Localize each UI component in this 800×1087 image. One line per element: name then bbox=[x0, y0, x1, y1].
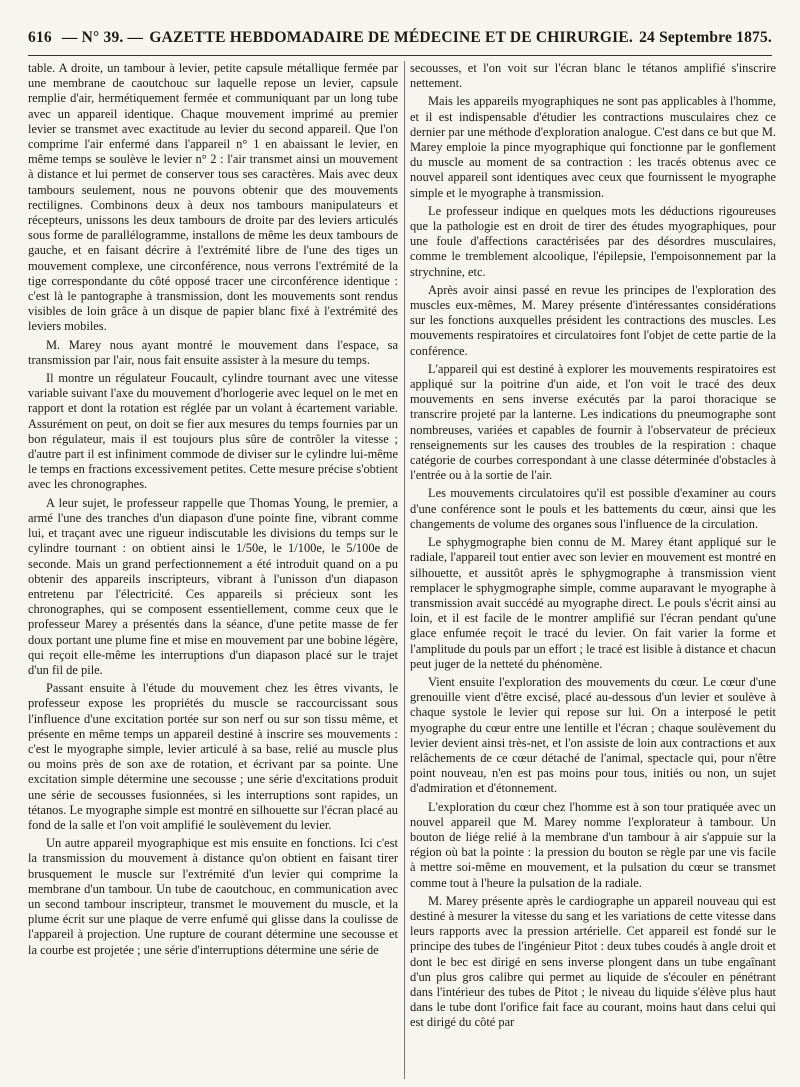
issue-number: — N° 39. — bbox=[61, 29, 144, 46]
page-number: 616 bbox=[28, 29, 52, 46]
paragraph: Il montre un régulateur Foucault, cylindre tournant avec une vitesse variable suivant l'axe du mouvement d'horlogerie avec lequel on le met en rapport et dont la rotation est réglée par un volant à écartement variable. Assurément on peut, on doit se fier aux mesures du temps fournies par un bon régulateur, mais il est toujours plus sûre de contrôler la vitesse ; d'autre part il est infiniment commode de diviser sur le cylindre lui-même le temps en fractions excessivement petites. Cette mesure précise s'obtient avec les chronographes. bbox=[28, 371, 398, 492]
paragraph: M. Marey nous ayant montré le mouvement dans l'espace, sa transmission par l'air, nous fait ensuite assister à la mesure du temps. bbox=[28, 337, 398, 367]
left-column bbox=[28, 61, 398, 1079]
paragraph: L'appareil qui est destiné à explorer les mouvements respiratoires est appliqué sur la poitrine d'un aide, et l'on voit le tracé des deux mouvements en sens inverse exécutés par la paroi thoracique se transcrire projeté par la lanterne. Les indications du pneumographe sont nombreuses, variées et capables de fournir à l'observateur de précieux renseignements sur les causes des troubles de la respiration : chaque catégorie de courbes correspondant à une classe déterminée d'obstacles à l'entrée ou à la sortie de l'air. bbox=[410, 361, 776, 483]
column-divider bbox=[404, 61, 405, 1079]
paragraph: Le professeur indique en quelques mots les déductions rigoureuses que la pathologie est en droit de tirer des études myographiques, pour une foule d'affections caractérisées par des désordres musculaires, comme le tremblement alcoolique, l'épilepsie, l'empoisonnement par la strychnine, etc. bbox=[410, 203, 776, 279]
journal-title: GAZETTE HEBDOMADAIRE DE MÉDECINE ET DE CHIRURGIE. bbox=[149, 29, 633, 46]
paragraph: A leur sujet, le professeur rappelle que Thomas Young, le premier, a armé l'une des tranches d'un diapason d'une pointe fine, vibrant comme lui, et traçant avec une rigueur indiscutable les divisions du temps sur le cylindre tournant : on obtient ainsi le 1/50e, le 1/100e, le 5/100e de seconde. Mais un grand perfectionnement a été introduit quand on a pu obtenir des appareils inscripteurs, vibrant à l'unisson d'un diapason entretenu par l'électricité. Ces appareils si précieux sont les chronographes, qui se composent essentiellement, comme ceux que le professeur Marey a présentés dans la séance, d'une petite masse de fer doux portant une plume fine et mise en mouvement par une bobine légère, qui reçoit elle-même les interruptions d'un diapason placé sur le trajet d'un fil de pile. bbox=[28, 495, 398, 677]
paragraph: Les mouvements circulatoires qu'il est possible d'examiner au cours d'une conférence sont le pouls et les battements du cœur, ainsi que les changements de volume des organes sous l'influence de la circulation. bbox=[410, 486, 776, 531]
right-column bbox=[410, 61, 776, 1079]
paragraph: Passant ensuite à l'étude du mouvement chez les êtres vivants, le professeur expose les propriétés du muscle se raccourcissant sous l'influence d'une excitation portée sur son nerf ou sur son tissu même, et présente en même temps un appareil destiné à inscrire ses mouvements : c'est le myographe simple, levier articulé à sa base, relié au muscle plus ou moins près de son axe de rotation, et écrivant par sa pointe. Une excitation simple détermine une secousse ; une série d'excitations produit une série de secousses fusionnées, si les interruptions sont rapides, un tétanos. Le myographe simple est montré en silhouette sur l'écran placé au fond de la salle et l'on voit amplifié le soulèvement du levier. bbox=[28, 681, 398, 832]
paragraph: M. Marey présente après le cardiographe un appareil nouveau qui est destiné à mesurer la vitesse du sang et les variations de cette vitesse dans leurs rapports avec la pression artérielle. Cet appareil est fondé sur le principe des tubes de l'ingénieur Pitot : deux tubes coudés à angle droit et dont le bec est dirigé en sens inverse plongent dans un tube engaînant d'un plus gros calibre qui permet au liquide de s'écouler en pénétrant dans l'intérieur des tubes de Pitot ; le niveau du liquide s'élève plus haut dans le tube dont l'orifice fait face au courant, moins haut dans celui qui est dirigé du côté par bbox=[410, 893, 776, 1030]
page-header bbox=[28, 24, 772, 52]
paragraph: secousses, et l'on voit sur l'écran blanc le tétanos amplifié s'inscrire nettement. bbox=[410, 61, 776, 91]
issue-date: 24 Septembre 1875. bbox=[639, 29, 772, 46]
header-left bbox=[28, 29, 143, 47]
paragraph: Après avoir ainsi passé en revue les principes de l'exploration des muscles eux-mêmes, M. Marey présente d'intéressantes considérations sur les fonctions auxquelles président les contractions des muscles. Les mouvements respiratoires et circulatoires font l'objet de cette partie de la conférence. bbox=[410, 282, 776, 358]
paragraph: table. A droite, un tambour à levier, petite capsule métallique fermée par une membrane de caoutchouc sur laquelle repose un levier, capsule remplie d'air, hermétiquement fermée et communiquant par un long tube avec un appareil identique. Chaque mouvement imprimé au premier levier se transmet avec exactitude au levier du second appareil. Que l'on comprime l'air enfermé dans l'appareil n° 1 en abaissant le levier, en même temps se soulève le levier n° 2 : l'air transmet ainsi un mouvement à distance et lui permet de conserver tous ses caractères. Mais avec deux tambours seulement, nous ne pouvons obtenir que des mouvements rectilignes. Combinons deux à deux nos tambours manipulateurs et récepteurs, unissons les deux tambours de droite par des leviers articulés sous forme de parallélogramme, installons de même les deux tambours de gauche, et en faisant décrire à l'extrémité libre de l'une des tiges un mouvement complexe, une circonférence, nous verrons l'extrémité de la tige correspondante du côté opposé tracer une circonférence identique : c'est là le pantographe à transmission, dont les mouvements sont rendus visibles de loin grâce à un disque de papier blanc fixé à l'extrémité des leviers mobiles. bbox=[28, 61, 398, 334]
paragraph: Un autre appareil myographique est mis ensuite en fonctions. Ici c'est la transmission du mouvement à distance qu'on obtient en faisant tirer brusquement le muscle sur l'extrémité d'un levier qui comprime la membrane d'un tambour. Un tube de caoutchouc, en communication avec un second tambour inscripteur, transmet le mouvement du muscle, et la plume écrit sur une plaque de verre enfumé qui glisse dans la coulisse de l'appareil à projection. Une rupture de courant détermine une secousse et la courbe est projetée ; une série d'interruptions détermine une série de bbox=[28, 836, 398, 957]
paragraph: Mais les appareils myographiques ne sont pas applicables à l'homme, et il est indispensable d'étudier les contractions musculaires chez ce dernier par une méthode d'exploration analogue. C'est dans ce but que M. Marey emploie la pince myographique qui fonctionne par le gonflement du muscle au moment de sa contraction : les tracés obtenus avec ce nouvel appareil sont identiques avec ceux que fournissent le myographe simple et le myographe à transmission. bbox=[410, 94, 776, 200]
paragraph: Vient ensuite l'exploration des mouvements du cœur. Le cœur d'une grenouille vient d'être excisé, placé au-dessous d'un levier et soulève à chaque systole le levier qui repose sur lui. On a interposé le petit myographe du cœur entre une lentille et l'écran ; chaque soulèvement du levier devient ainsi très-net, et l'on assiste de loin aux contractions et aux relâchements de ce cœur détaché de l'animal, spectacle qui, pour n'être point nouveau, n'en est pas moins pour tous, initiés ou non, un sujet d'admiration et d'étonnement. bbox=[410, 674, 776, 796]
header-rule bbox=[28, 55, 772, 56]
paragraph: Le sphygmographe bien connu de M. Marey étant appliqué sur le radiale, l'appareil tout entier avec son levier en mouvement est montré en silhouette, et aussitôt après le sphygmographe à transmission vient remplacer le sphygmographe simple, comme auparavant le myographe à transmission avait succédé au myographe direct. Le pouls s'écrit ainsi au loin, et il est facile de le montrer amplifié sur l'écran pendant qu'une glace enfumée reçoit le tracé du levier. On fait varier la forme et l'amplitude du pouls par un effort ; le tracé est lisible à distance et chacun peut juger de la netteté du phénomène. bbox=[410, 535, 776, 671]
paragraph: L'exploration du cœur chez l'homme est à son tour pratiquée avec un nouvel appareil que M. Marey nomme l'explorateur à tambour. Un bouton de liége relié à la membrane d'un tambour à air s'appuie sur la région où bat la pointe : la pression du bouton se règle par une vis facile à mettre soi-même en mouvement, et la pulsation du cœur se transmet comme tout à l'heure la pulsation de la radiale. bbox=[410, 799, 776, 890]
